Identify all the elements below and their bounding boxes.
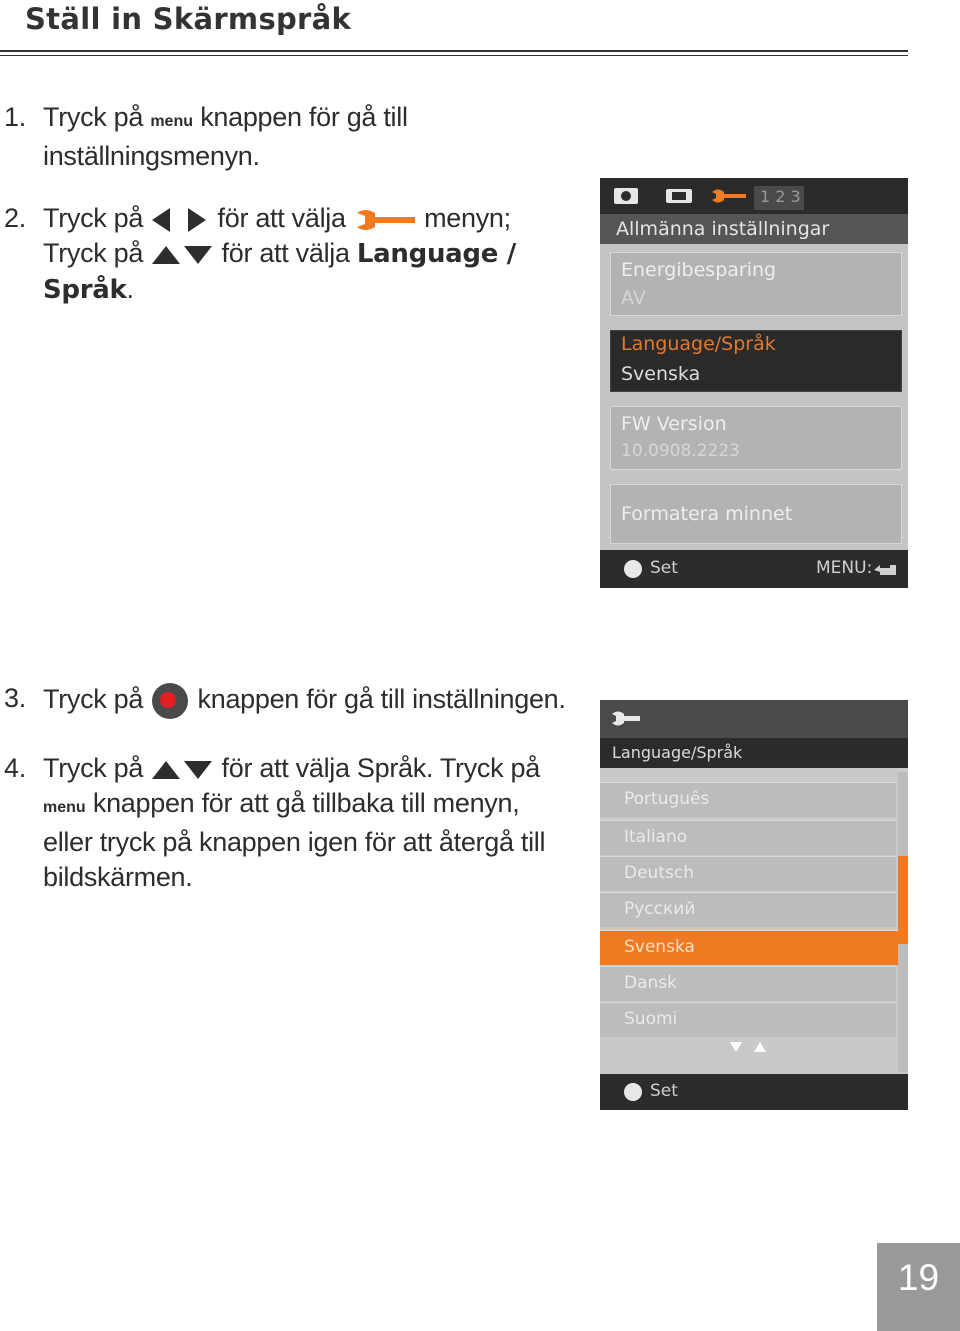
language-screen bbox=[600, 700, 908, 1110]
title-rule-thin bbox=[0, 55, 908, 56]
menu-item-language[interactable] bbox=[610, 330, 902, 392]
scrollbar-thumb[interactable] bbox=[898, 856, 908, 944]
item-value: AV bbox=[621, 287, 646, 309]
language-label-cont: Språk bbox=[43, 275, 127, 305]
screen-header: Allmänna inställningar bbox=[600, 214, 908, 244]
screen-footer bbox=[600, 1074, 908, 1110]
step-1 bbox=[4, 100, 408, 174]
up-down-arrows-icon bbox=[150, 755, 214, 785]
item-label: Energibesparing bbox=[621, 259, 777, 281]
language-option[interactable]: Deutsch bbox=[600, 856, 896, 891]
page-title: Ställ in Skärmspråk bbox=[25, 2, 352, 36]
language-option[interactable]: Dansk bbox=[600, 966, 896, 1001]
step-text: knappen för gå till inställningen. bbox=[197, 684, 566, 715]
step-number: 1. bbox=[4, 102, 26, 132]
language-option[interactable]: Português bbox=[600, 782, 896, 817]
step-3 bbox=[4, 681, 566, 721]
item-label: Formatera minnet bbox=[621, 503, 793, 525]
menu-button-label: menu bbox=[43, 799, 86, 816]
step-text: för att välja bbox=[217, 203, 346, 233]
language-option[interactable]: Suomi bbox=[600, 1002, 896, 1037]
step-text: Tryck på bbox=[43, 203, 144, 233]
step-text: för att välja bbox=[221, 238, 350, 268]
settings-screen bbox=[600, 178, 908, 588]
footer-menu-label: MENU: bbox=[816, 558, 873, 578]
step-text: Tryck på bbox=[43, 238, 144, 268]
screen-header: Language/Språk bbox=[600, 738, 908, 768]
screen-topbar bbox=[600, 700, 908, 738]
step-text: inställningsmenyn. bbox=[43, 141, 260, 171]
screen-footer bbox=[600, 550, 908, 588]
step-text: Tryck på bbox=[43, 753, 144, 783]
step-text: för att välja Språk. Tryck på bbox=[221, 753, 540, 783]
step-number: 3. bbox=[4, 683, 26, 713]
up-down-arrows-icon bbox=[150, 240, 214, 270]
item-value: Svenska bbox=[621, 363, 701, 385]
menu-item-fw-version[interactable] bbox=[610, 406, 902, 470]
step-2 bbox=[4, 201, 516, 308]
screen-tabbar bbox=[600, 178, 908, 214]
language-label: Language / bbox=[356, 239, 516, 269]
language-option[interactable]: Italiano bbox=[600, 820, 896, 855]
step-text: knappen för gå till bbox=[200, 102, 408, 132]
step-text: Tryck på bbox=[43, 102, 144, 132]
step-text: . bbox=[126, 274, 134, 304]
item-label: FW Version bbox=[621, 413, 727, 435]
step-text: menyn; bbox=[424, 203, 511, 233]
footer-set-label: Set bbox=[650, 558, 678, 578]
page-number-box bbox=[877, 1243, 960, 1331]
step-text: knappen för att gå tillbaka till menyn, bbox=[92, 788, 520, 818]
ok-button-icon bbox=[150, 681, 190, 721]
step-text: bildskärmen. bbox=[43, 862, 193, 892]
page-number: 19 bbox=[897, 1257, 940, 1298]
tab-numbers: 1 2 3 bbox=[760, 187, 801, 206]
step-number: 4. bbox=[4, 753, 26, 783]
set-button-icon bbox=[624, 560, 642, 578]
menu-item-format[interactable] bbox=[610, 484, 902, 544]
item-value: 10.0908.2223 bbox=[621, 441, 740, 461]
menu-button-label: menu bbox=[150, 113, 193, 130]
wrench-icon bbox=[353, 205, 417, 235]
footer-set-label: Set bbox=[650, 1081, 678, 1101]
menu-item-energy[interactable] bbox=[610, 252, 902, 316]
return-icon bbox=[872, 562, 898, 578]
step-text: Tryck på bbox=[43, 684, 144, 715]
step-text: eller tryck på knappen igen för att återgå till bbox=[43, 827, 546, 857]
language-option-selected[interactable]: Svenska bbox=[600, 930, 900, 965]
step-number: 2. bbox=[4, 203, 26, 233]
scroll-arrows-icon bbox=[726, 1038, 776, 1056]
set-button-icon bbox=[624, 1083, 642, 1101]
language-option[interactable]: Русский bbox=[600, 892, 896, 927]
item-label: Language/Språk bbox=[621, 333, 776, 355]
tab-icons bbox=[600, 178, 908, 214]
wrench-icon bbox=[600, 700, 660, 738]
step-4 bbox=[4, 751, 546, 895]
title-rule bbox=[0, 50, 908, 52]
left-right-arrows-icon bbox=[150, 205, 210, 235]
